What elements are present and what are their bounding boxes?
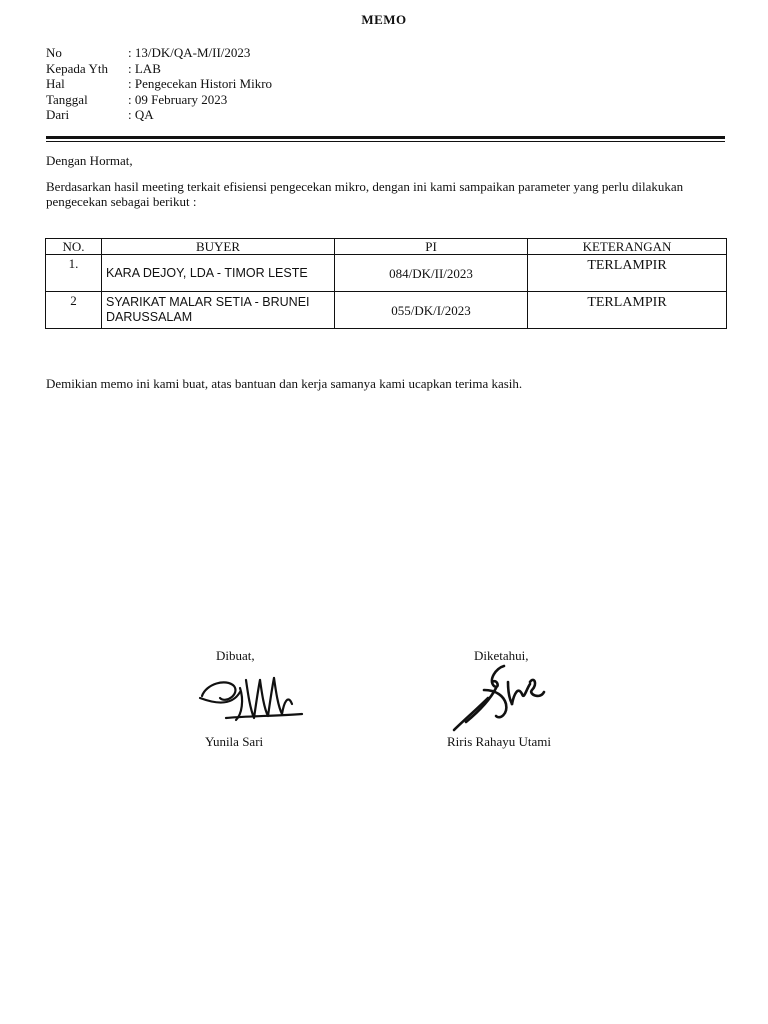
field-value: : 13/DK/QA-M/II/2023: [128, 45, 251, 60]
signature-drawing-riris: [448, 660, 548, 734]
field-value: : 09 February 2023: [128, 91, 228, 107]
signature-name-acknowledged: Riris Rahayu Utami: [447, 734, 551, 749]
cell-no: 1.: [46, 255, 102, 292]
cell-keterangan: TERLAMPIR: [528, 292, 727, 329]
field-no: [46, 45, 272, 61]
field-label: Dari: [46, 107, 70, 122]
field-label: Hal: [46, 76, 65, 91]
signature-drawing-yunila: [196, 664, 308, 726]
cell-pi: 055/DK/I/2023: [335, 292, 528, 329]
intro-paragraph: Berdasarkan hasil meeting terkait efisiensi pengecekan mikro, dengan ini kami sampaikan parameter yang perlu dilakukan pengecekan sebagai berikut :: [46, 179, 684, 209]
closing-paragraph: Demikian memo ini kami buat, atas bantuan dan kerja samanya kami ucapkan terima kasih.: [46, 376, 523, 391]
table-row: [46, 292, 727, 329]
header-buyer: BUYER: [102, 239, 335, 255]
cell-no: 2: [46, 292, 102, 329]
greeting: Dengan Hormat,: [46, 153, 133, 168]
field-hal: [46, 76, 272, 92]
cell-buyer: SYARIKAT MALAR SETIA - BRUNEI DARUSSALAM: [102, 292, 335, 329]
field-value: : Pengecekan Histori Mikro: [128, 76, 273, 91]
memo-header-fields: [46, 45, 272, 123]
header-keterangan: KETERANGAN: [528, 239, 727, 255]
header-divider-thin: [46, 141, 725, 142]
field-dari: [46, 107, 272, 123]
field-label: Kepada Yth: [46, 60, 108, 76]
memo-title: MEMO: [361, 12, 407, 27]
table-row: [46, 255, 727, 292]
header-pi: PI: [335, 239, 528, 255]
cell-pi: 084/DK/II/2023: [335, 255, 528, 292]
header-no: NO.: [46, 239, 102, 255]
field-tanggal: [46, 92, 272, 108]
field-kepada: [46, 61, 272, 77]
cell-buyer: KARA DEJOY, LDA - TIMOR LESTE: [102, 255, 335, 292]
field-label: Tanggal: [46, 91, 88, 107]
field-value: : QA: [128, 107, 154, 122]
signature-label-acknowledged: Diketahui,: [474, 648, 529, 663]
parameter-table: [45, 238, 727, 329]
header-divider-thick: [46, 136, 725, 139]
field-value: : LAB: [128, 60, 161, 76]
signature-name-created: Yunila Sari: [205, 734, 264, 749]
signature-label-created: Dibuat,: [216, 648, 255, 663]
cell-keterangan: TERLAMPIR: [528, 255, 727, 292]
table-header-row: [46, 239, 727, 255]
field-label: No: [46, 45, 62, 60]
